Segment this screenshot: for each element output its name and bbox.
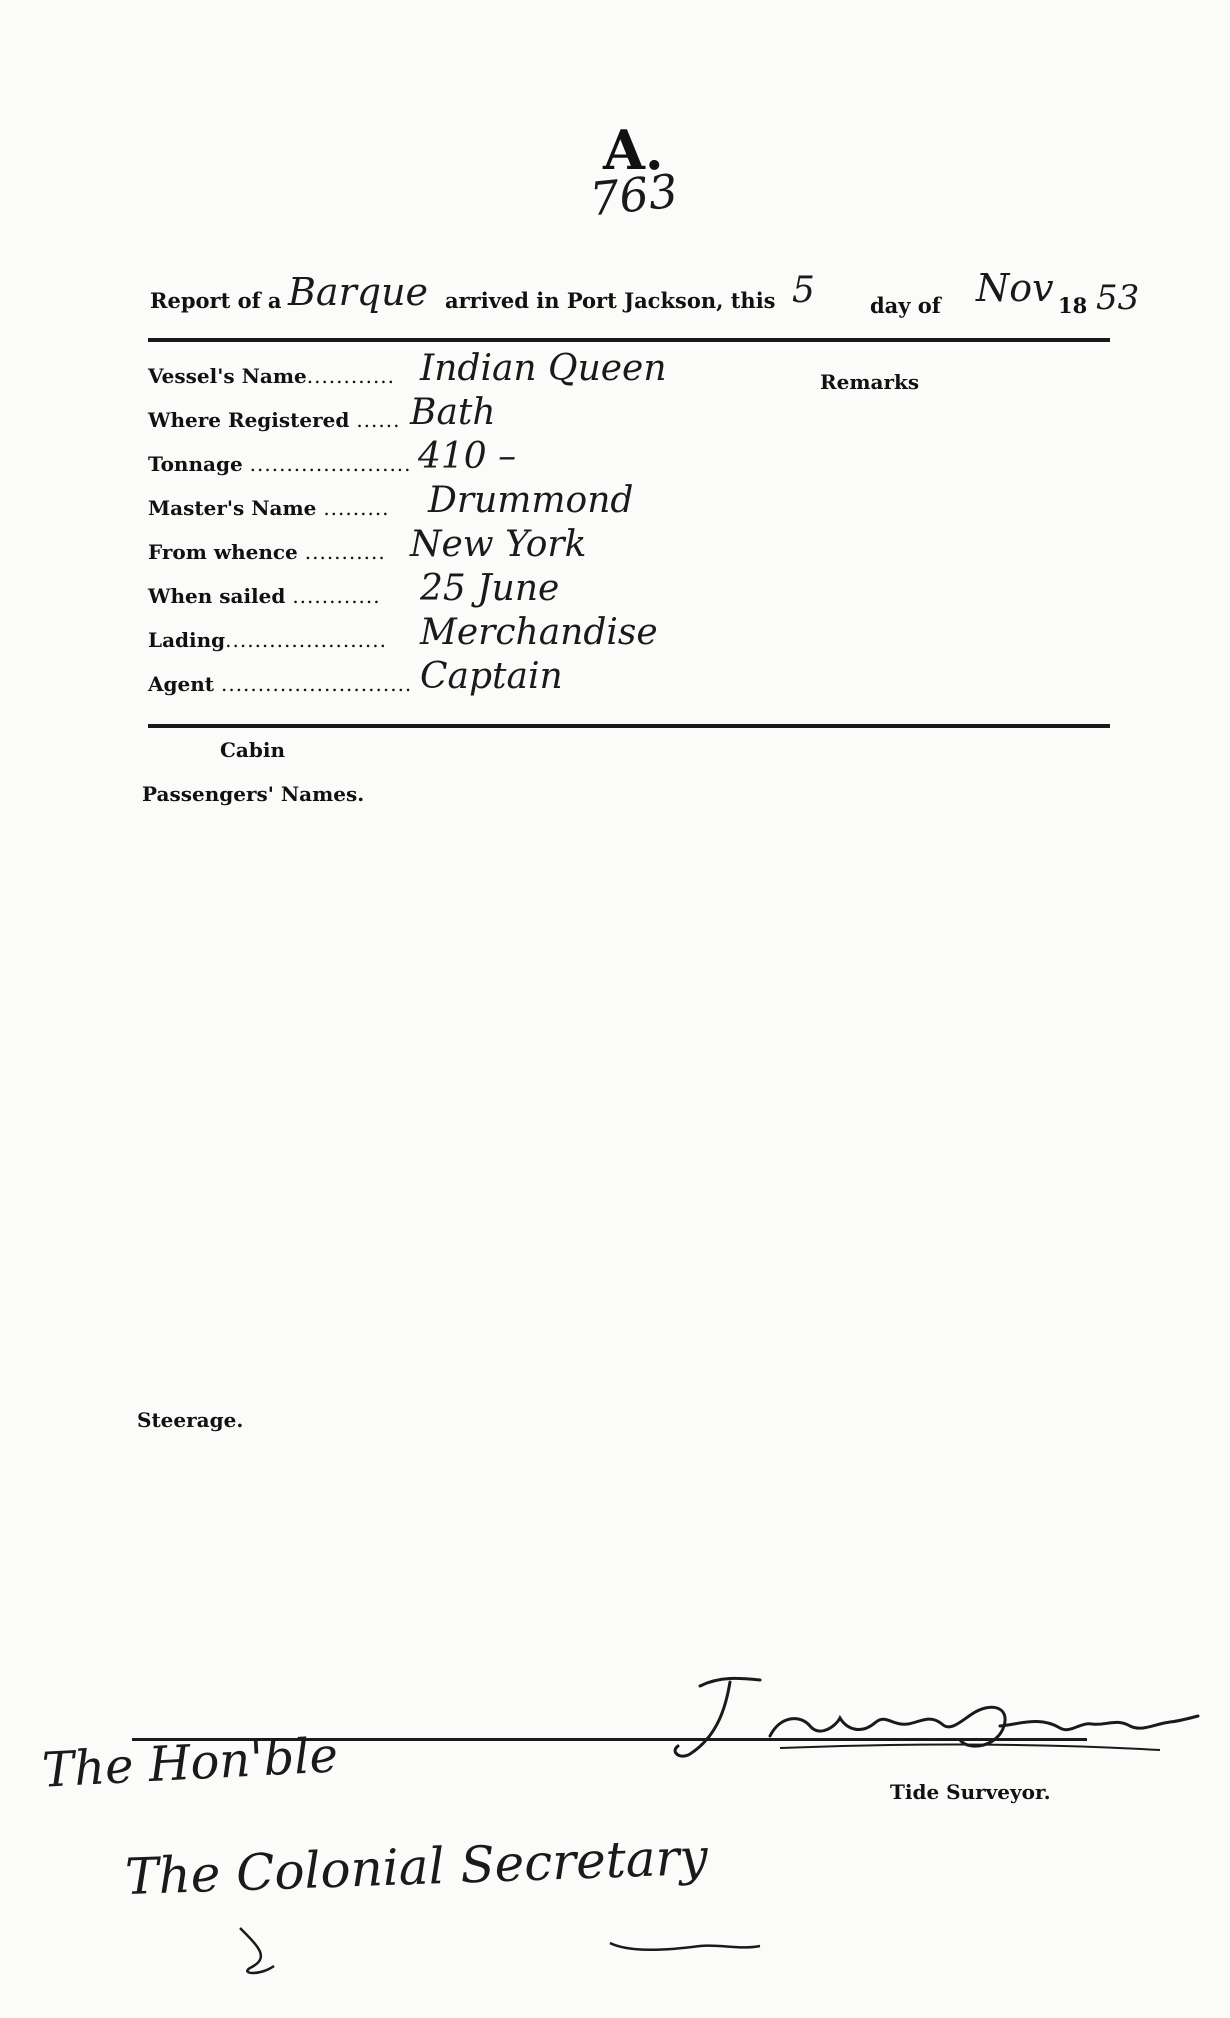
middle-rule (148, 724, 1110, 728)
top-rule (148, 338, 1110, 342)
tide-surveyor-label: Tide Surveyor. (890, 1780, 1051, 1804)
tonnage-label: Tonnage ...................... (148, 452, 412, 476)
reference-number: 763 (587, 163, 681, 227)
from-whence-value: New York (410, 524, 587, 565)
agent-label: Agent .......................... (148, 672, 413, 696)
year-suffix: 53 (1096, 278, 1140, 318)
tide-surveyor-signature (660, 1666, 1200, 1776)
masters-name-value: Drummond (428, 480, 634, 521)
address-line-1: The Hon'ble (40, 1727, 340, 1799)
lading-label: Lading...................... (148, 628, 388, 652)
where-registered-label: Where Registered ...... (148, 408, 401, 432)
when-sailed-value: 25 June (420, 568, 560, 609)
year-prefix: 18 (1058, 293, 1088, 318)
vessel-type: Barque (288, 270, 429, 314)
vessel-name-value: Indian Queen (420, 348, 667, 389)
form-letter: A. (603, 118, 664, 182)
remarks-label: Remarks (820, 370, 920, 394)
agent-value: Captain (420, 656, 563, 697)
when-sailed-label: When sailed ............ (148, 584, 381, 608)
masters-name-label: Master's Name ......... (148, 496, 390, 520)
address-line-2: The Colonial Secretary (124, 1827, 709, 1907)
day-of-text: day of (870, 293, 941, 318)
arrival-day: 5 (792, 270, 815, 311)
arrived-text: arrived in Port Jackson, this (445, 288, 776, 313)
report-prefix: Report of a (150, 288, 282, 313)
lading-value: Merchandise (420, 612, 658, 653)
cabin-label: Cabin (220, 738, 285, 762)
steerage-label: Steerage. (137, 1408, 244, 1432)
where-registered-value: Bath (410, 392, 496, 433)
arrival-month: Nov (976, 266, 1054, 310)
tonnage-value: 410 – (418, 436, 517, 477)
vessel-name-label: Vessel's Name............ (148, 364, 396, 388)
from-whence-label: From whence ........... (148, 540, 386, 564)
handwritten-flourish (230, 1888, 790, 1978)
passengers-names-label: Passengers' Names. (142, 782, 365, 806)
